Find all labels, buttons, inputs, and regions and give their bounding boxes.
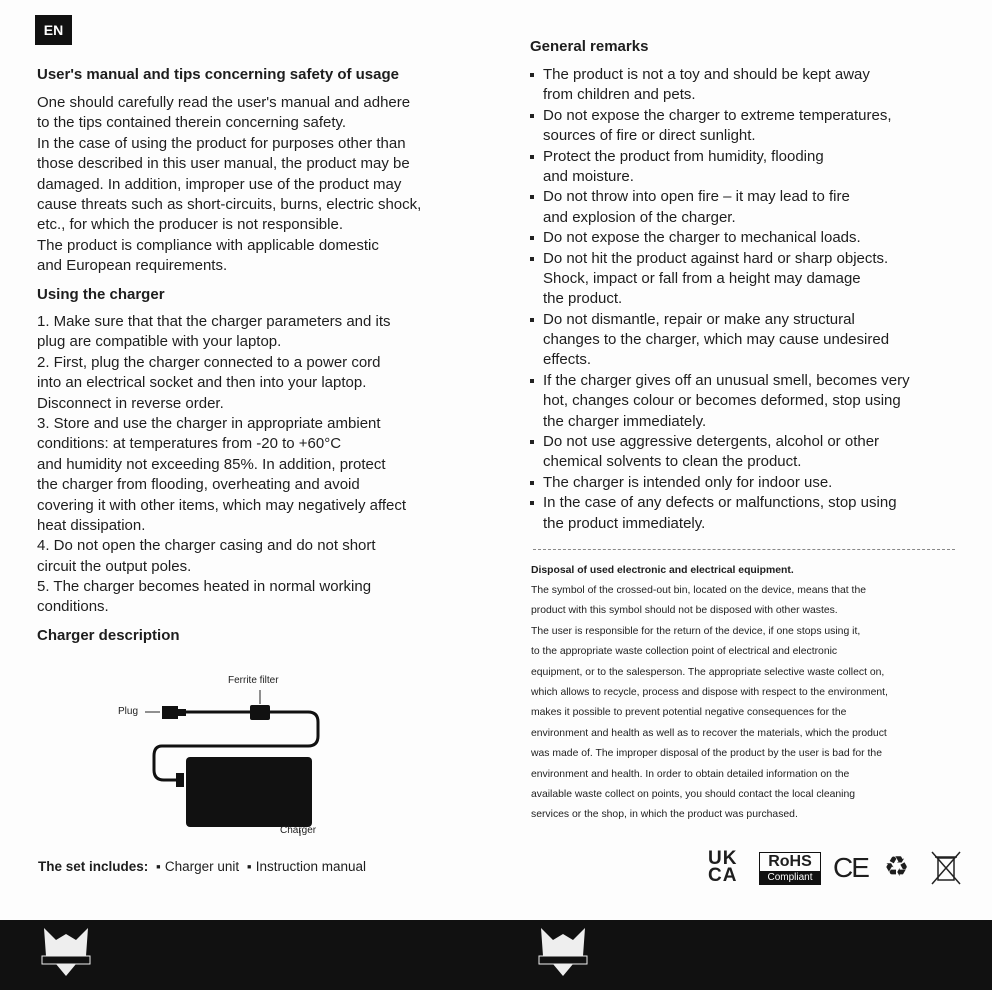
heading-charger-description: Charger description — [37, 627, 180, 644]
text-line: changes to the charger, which may cause undesired — [543, 331, 890, 349]
text-line: If the charger gives off an unusual smell, becomes very — [543, 371, 910, 389]
text-line: those described in this user manual, the product may be — [37, 155, 410, 173]
text-line: conditions. — [37, 598, 109, 616]
text-line: conditions: at temperatures from -20 to +60°C — [37, 435, 342, 453]
text-line: 5. The charger becomes heated in normal working — [37, 578, 372, 596]
text-line: Do not hit the product against hard or sharp objects. — [543, 249, 889, 267]
text-line: The charger is intended only for indoor use. — [543, 473, 833, 491]
text-line: The user is responsible for the return of the device, if one stops using it, — [531, 625, 861, 637]
bullet-icon — [530, 440, 534, 444]
text-line: The product is not a toy and should be kept away — [543, 66, 870, 83]
list-item — [530, 106, 910, 147]
text-line: In the case of using the product for purposes other than — [37, 134, 406, 152]
language-badge: EN — [35, 15, 72, 45]
text-line: to the appropriate waste collection point of electrical and electronic — [531, 646, 838, 658]
text-line: heat dissipation. — [37, 516, 146, 534]
text-line: the product. — [543, 290, 623, 308]
general-remarks-list — [530, 65, 910, 534]
list-item — [530, 493, 910, 534]
text-line: Do not throw into open fire – it may lead to fire — [543, 188, 850, 206]
bullet-icon — [530, 195, 534, 199]
text-line: effects. — [543, 351, 592, 369]
text-line: and European requirements. — [37, 257, 228, 275]
rohs-mark: RoHS Compliant — [759, 852, 821, 885]
set-item: Charger unit — [164, 859, 240, 874]
set-includes: The set includes: ▪ Charger unit ▪ Instruction manual — [38, 859, 367, 874]
text-line: Shock, impact or fall from a height may damage — [543, 269, 861, 287]
text-line: the product immediately. — [543, 514, 706, 532]
powergoat-logo — [537, 926, 589, 989]
bullet-icon — [530, 73, 534, 77]
list-item — [530, 147, 910, 188]
list-item — [530, 310, 910, 371]
text-line: and moisture. — [543, 167, 634, 185]
list-item — [530, 228, 910, 248]
safety-paragraph — [37, 93, 421, 277]
heading-safety: User's manual and tips concerning safety of usage — [37, 66, 399, 83]
heading-disposal: Disposal of used electronic and electrical equipment. — [531, 565, 794, 576]
text-line: which allows to recycle, process and dispose with respect to the environment, — [531, 686, 888, 698]
text-line: available waste collect on points, you should contact the local cleaning — [531, 788, 856, 800]
text-line: 3. Store and use the charger in appropriate ambient — [37, 414, 381, 432]
text-line: 2. First, plug the charger connected to a power cord — [37, 353, 381, 371]
text-line: damaged. In addition, improper use of the product may — [37, 175, 402, 193]
text-line: One should carefully read the user's manual and adhere — [37, 94, 411, 111]
text-line: The symbol of the crossed-out bin, located on the device, means that the — [531, 585, 867, 596]
text-line: 1. Make sure that that the charger parameters and its — [37, 313, 391, 330]
list-item — [530, 187, 910, 228]
text-line: services or the shop, in which the product was purchased. — [531, 809, 798, 821]
text-line: makes it possible to prevent potential negative consequences for the — [531, 707, 847, 719]
ukca-mark: UK CA — [708, 848, 738, 886]
divider — [533, 549, 955, 550]
bullet-icon — [530, 379, 534, 383]
text-line: Do not expose the charger to mechanical loads. — [543, 229, 861, 247]
list-item — [530, 432, 910, 473]
text-line: chemical solvents to clean the product. — [543, 453, 802, 471]
text-line: cause threats such as short-circuits, burns, electric shock, — [37, 195, 422, 213]
crossed-bin-icon — [930, 850, 962, 886]
text-line: from children and pets. — [543, 86, 696, 104]
text-line: to the tips contained therein concerning safety. — [37, 114, 347, 132]
text-line: Do not use aggressive detergents, alcohol or other — [543, 433, 880, 451]
ce-mark: CE — [833, 852, 868, 883]
text-line: hot, changes colour or becomes deformed, stop using — [543, 392, 901, 410]
heading-using-charger: Using the charger — [37, 286, 165, 303]
charger-diagram — [110, 670, 340, 840]
text-line: plug are compatible with your laptop. — [37, 333, 282, 351]
set-includes-label: The set includes: — [38, 859, 149, 874]
text-line: and explosion of the charger. — [543, 208, 736, 226]
bullet-icon — [530, 114, 534, 118]
disposal-text — [531, 584, 888, 829]
bullet-icon — [530, 501, 534, 505]
text-line: the charger from flooding, overheating and avoid — [37, 476, 360, 494]
text-line: product with this symbol should not be disposed with other wastes. — [531, 605, 838, 617]
text-line: environment and health as well as to recover the materials, which the product — [531, 727, 887, 739]
set-item: Instruction manual — [255, 859, 367, 874]
text-line: covering it with other items, which may negatively affect — [37, 496, 407, 514]
bullet-icon — [530, 481, 534, 485]
list-item — [530, 371, 910, 432]
bullet-icon — [530, 236, 534, 240]
text-line: Do not dismantle, repair or make any structural — [543, 310, 855, 328]
text-line: In the case of any defects or malfunctions, stop using — [543, 494, 897, 512]
text-line: sources of fire or direct sunlight. — [543, 127, 756, 145]
label-charger: Charger — [280, 825, 317, 836]
text-line: the charger immediately. — [543, 412, 707, 430]
list-item — [530, 473, 910, 493]
text-line: The product is compliance with applicable domestic — [37, 236, 379, 254]
list-item — [530, 65, 910, 106]
powergoat-logo — [40, 926, 92, 989]
label-plug: Plug — [118, 706, 139, 717]
text-line: environment and health. In order to obtain detailed information on the — [531, 768, 850, 780]
recycle-icon: ♻ — [884, 851, 910, 882]
heading-general-remarks: General remarks — [530, 38, 649, 55]
footer-bar — [0, 920, 992, 990]
using-charger-instructions — [37, 312, 406, 618]
text-line: Disconnect in reverse order. — [37, 394, 224, 412]
text-line: Protect the product from humidity, flooding — [543, 147, 824, 165]
bullet-icon — [530, 257, 534, 261]
text-line: Do not expose the charger to extreme temperatures, — [543, 106, 892, 124]
bullet-icon — [530, 318, 534, 322]
text-line: was made of. The improper disposal of the product by the user is bad for the — [531, 748, 882, 760]
list-item — [530, 249, 910, 310]
text-line: 4. Do not open the charger casing and do not short — [37, 537, 376, 555]
text-line: etc., for which the producer is not responsible. — [37, 216, 343, 234]
bullet-icon — [530, 155, 534, 159]
text-line: into an electrical socket and then into your laptop. — [37, 374, 367, 392]
text-line: circuit the output poles. — [37, 557, 192, 575]
label-ferrite-filter: Ferrite filter — [228, 675, 279, 686]
text-line: equipment, or to the salesperson. The appropriate selective waste collect on, — [531, 666, 885, 678]
text-line: and humidity not exceeding 85%. In addition, protect — [37, 455, 386, 473]
